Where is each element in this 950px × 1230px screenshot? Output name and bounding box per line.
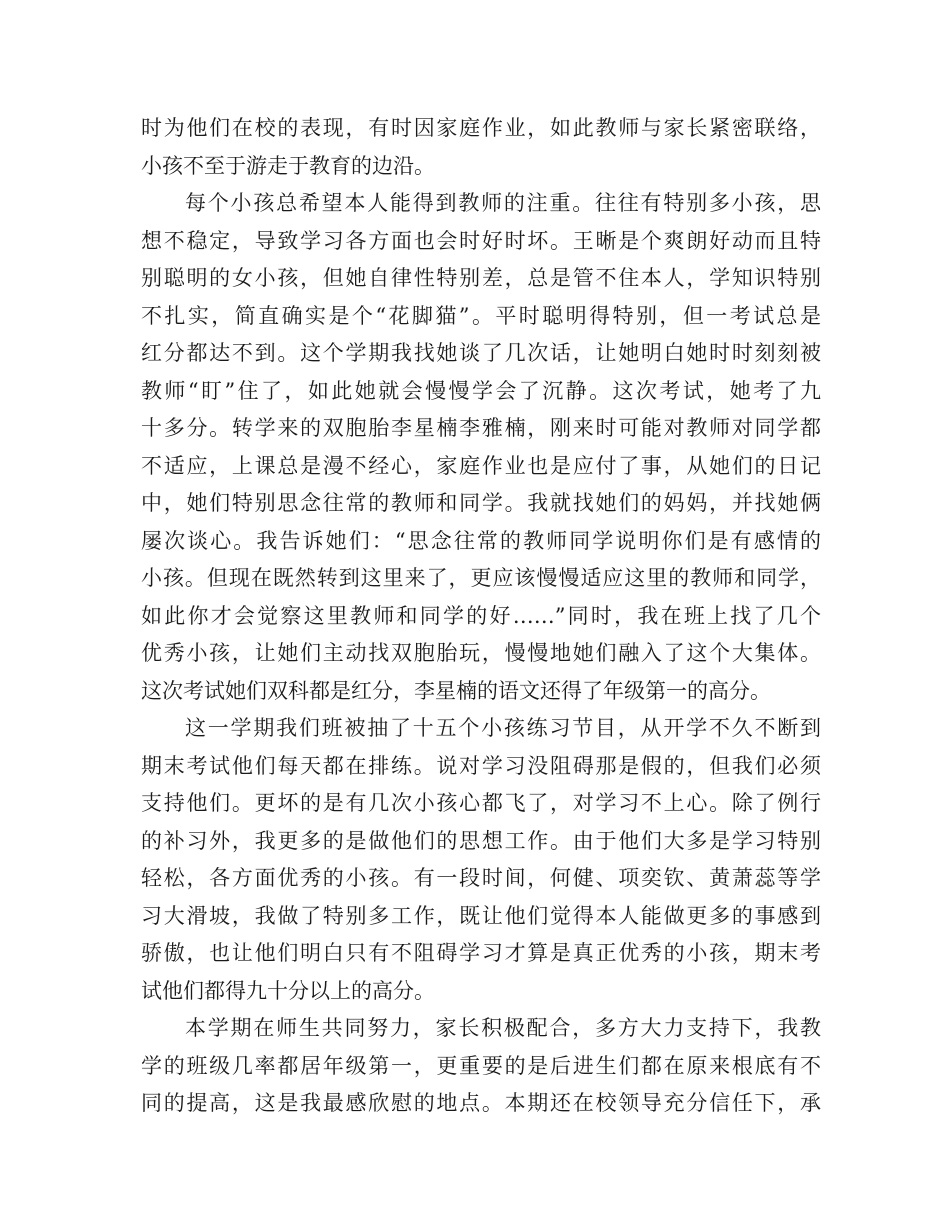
body-text	[141, 110, 821, 1123]
text-line: 期末考试他们每天都在排练。说对学习没阻碍那是假的，但我们必须	[141, 753, 821, 778]
text-line: 骄傲，也让他们明白只有不阻碍学习才算是真正优秀的小孩，期末考	[141, 941, 821, 965]
text-line: 学的班级几率都居年级第一，更重要的是后进生们都在原来根底有不	[141, 1053, 821, 1078]
text-line: 如此你才会觉察这里教师和同学的好……”同时，我在班上找了几个	[141, 603, 821, 628]
paragraph-first-line: 这一学期我们班被抽了十五个小孩练习节目，从开学不久不断到	[185, 716, 821, 740]
paragraph-first-line: 每个小孩总希望本人能得到教师的注重。往往有特别多小孩，思	[185, 191, 821, 215]
text-line: 教师“盯”住了，如此她就会慢慢学会了沉静。这次考试，她考了九	[141, 378, 821, 403]
text-line: 小孩。但现在既然转到这里来了，更应该慢慢适应这里的教师和同学，	[141, 566, 821, 590]
text-line: 不扎实，简直确实是个“花脚猫”。平时聪明得特别，但一考试总是	[141, 303, 821, 328]
text-line: 红分都达不到。这个学期我找她谈了几次话，让她明白她时时刻刻被	[141, 341, 821, 365]
text-line: 轻松，各方面优秀的小孩。有一段时间，何健、项奕钦、黄萧蕊等学	[141, 866, 821, 890]
text-line: 不适应，上课总是漫不经心，家庭作业也是应付了事，从她们的日记	[141, 453, 821, 478]
text-line: 优秀小孩，让她们主动找双胞胎玩，慢慢地她们融入了这个大集体。	[141, 641, 821, 665]
text-line: 支持他们。更坏的是有几次小孩心都飞了，对学习不上心。除了例行	[141, 791, 821, 815]
text-line: 的补习外，我更多的是做他们的思想工作。由于他们大多是学习特别	[141, 828, 821, 853]
text-line: 试他们都得九十分以上的高分。	[141, 978, 435, 1003]
paragraph-first-line: 本学期在师生共同努力，家长积极配合，多方大力支持下，我教	[185, 1016, 821, 1040]
text-line: 想不稳定，导致学习各方面也会时好时坏。王晰是个爽朗好动而且特	[141, 228, 821, 253]
text-line: 屡次谈心。我告诉她们：“思念往常的教师同学说明你们是有感情的	[141, 528, 821, 553]
text-line: 同的提高，这是我最感欣慰的地点。本期还在校领导充分信任下，承	[141, 1091, 821, 1115]
text-line: 时为他们在校的表现，有时因家庭作业，如此教师与家长紧密联络，	[141, 116, 821, 140]
text-line: 习大滑坡，我做了特别多工作，既让他们觉得本人能做更多的事感到	[141, 903, 821, 928]
text-line: 十多分。转学来的双胞胎李星楠李雅楠，刚来时可能对教师对同学都	[141, 416, 821, 440]
text-line: 中，她们特别思念往常的教师和同学。我就找她们的妈妈，并找她俩	[141, 491, 821, 515]
text-line: 别聪明的女小孩，但她自律性特别差，总是管不住本人，学知识特别	[141, 266, 821, 290]
text-line: 小孩不至于游走于教育的边沿。	[141, 153, 435, 178]
text-line: 这次考试她们双科都是红分，李星楠的语文还得了年级第一的高分。	[141, 678, 771, 703]
